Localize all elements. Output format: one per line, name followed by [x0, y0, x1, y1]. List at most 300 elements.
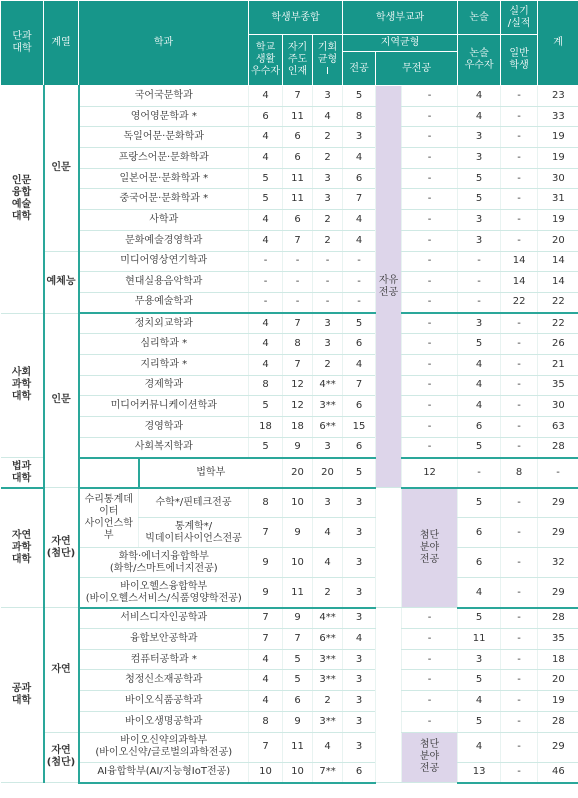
hs-opportunity: 2	[313, 691, 343, 712]
subj-major: 3	[343, 608, 376, 629]
college-science: 자연 과학 대학	[1, 488, 44, 608]
dept-name: 프랑스어문·문화학과	[79, 148, 249, 169]
hs-self-directed: 9	[283, 437, 313, 458]
dept-name: 바이오생명공학과	[79, 711, 249, 732]
hs-opportunity: 7**	[313, 762, 343, 783]
hs-self-directed: 18	[283, 417, 313, 438]
table-row	[1, 272, 578, 293]
hs-opportunity: 4	[313, 106, 343, 127]
hs-self-directed: 11	[283, 168, 313, 189]
hs-self-directed: 9	[283, 711, 313, 732]
table-row	[1, 230, 578, 251]
hs-opportunity: 4**	[313, 608, 343, 629]
subj-undecided: -	[402, 417, 458, 438]
essay: 3	[458, 649, 501, 670]
total: 22	[538, 313, 578, 334]
total: 20	[538, 230, 578, 251]
dept-name: 융합보안공학과	[79, 629, 249, 650]
practical: -	[501, 396, 538, 417]
total: 18	[538, 649, 578, 670]
essay: 3	[458, 230, 501, 251]
table-row	[1, 127, 578, 148]
field-arts: 예체능	[44, 251, 79, 313]
total: 20	[538, 670, 578, 691]
subj-major: 3	[343, 127, 376, 148]
subj-undecided: -	[402, 608, 458, 629]
college-social: 사회 과학 대학	[1, 313, 44, 458]
hs-school-life: 4	[249, 230, 283, 251]
practical: -	[501, 86, 538, 107]
subj-undecided: -	[402, 691, 458, 712]
total: 29	[538, 578, 578, 608]
hs-self-directed: 5	[283, 670, 313, 691]
subj-major: 6	[343, 334, 376, 355]
table-row	[1, 168, 578, 189]
subj-undecided: -	[402, 670, 458, 691]
subj-major: 4	[343, 230, 376, 251]
hs-self-directed: 11	[283, 578, 313, 608]
subj-undecided: -	[402, 106, 458, 127]
hs-self-directed: -	[283, 272, 313, 293]
hs-school-life: -	[249, 251, 283, 272]
subj-major: 7	[343, 189, 376, 210]
essay: 4	[458, 375, 501, 396]
hs-school-life: 7	[249, 629, 283, 650]
table-row	[1, 86, 578, 107]
hs-opportunity: 3**	[313, 711, 343, 732]
hs-school-life: 18	[249, 417, 283, 438]
dept-name: 경제학과	[79, 375, 249, 396]
subj-major: 3	[343, 578, 376, 608]
essay: -	[458, 272, 501, 293]
header-subj-free: 무전공	[376, 52, 458, 86]
hs-self-directed: 10	[283, 488, 313, 518]
hs-self-directed: 10	[283, 762, 313, 783]
hs-school-life: 4	[249, 127, 283, 148]
header-prac-col: 일반 학생	[501, 35, 538, 86]
dept-name: 사회복지학과	[79, 437, 249, 458]
total: 46	[538, 762, 578, 783]
practical: -	[501, 649, 538, 670]
table-row	[1, 210, 578, 231]
essay: 3	[458, 148, 501, 169]
total: 19	[538, 210, 578, 231]
essay: 4	[458, 732, 501, 762]
dept-name: AI융합학부(AI/지능형IoT전공)	[79, 762, 249, 783]
hs-school-life: 4	[249, 354, 283, 375]
field-soc: 인문	[44, 313, 79, 488]
table-row	[1, 396, 578, 417]
dept-name: 경영학과	[79, 417, 249, 438]
essay: -	[458, 251, 501, 272]
subj-undecided: -	[402, 396, 458, 417]
subj-major: 3	[343, 670, 376, 691]
subj-undecided: -	[402, 189, 458, 210]
dept-name: 정치외교학과	[79, 313, 249, 334]
subj-major: 15	[343, 417, 376, 438]
subj-undecided: -	[402, 354, 458, 375]
table-row	[1, 458, 578, 488]
total: 29	[538, 732, 578, 762]
hs-opportunity: 3	[313, 334, 343, 355]
table-row	[1, 292, 578, 313]
essay: 4	[458, 691, 501, 712]
hs-self-directed: 7	[283, 354, 313, 375]
practical: -	[501, 608, 538, 629]
subj-major: 7	[343, 375, 376, 396]
hs-school-life: 4	[249, 670, 283, 691]
practical: -	[501, 375, 538, 396]
table-row	[1, 106, 578, 127]
college-humanities: 인문 융합 예술 대학	[1, 86, 44, 314]
subj-major: 4	[343, 210, 376, 231]
hs-self-directed: 7	[283, 313, 313, 334]
subj-major: 3	[343, 649, 376, 670]
practical: -	[501, 313, 538, 334]
practical: -	[538, 458, 578, 488]
essay: 4	[458, 396, 501, 417]
subj-major: 3	[343, 518, 376, 548]
hs-self-directed: 9	[283, 608, 313, 629]
practical: -	[501, 437, 538, 458]
merged-free-empty-eng	[376, 608, 402, 783]
hs-opportunity: 3	[313, 437, 343, 458]
hs-self-directed: 10	[283, 548, 313, 578]
table-row	[1, 189, 578, 210]
table-row	[1, 732, 578, 762]
header-subj-major: 전공	[343, 52, 376, 86]
table-row	[1, 375, 578, 396]
subj-major: 3	[343, 711, 376, 732]
dept-name: 문화예술경영학과	[79, 230, 249, 251]
hs-self-directed: 5	[283, 649, 313, 670]
dept-name: 청정신소재공학과	[79, 670, 249, 691]
essay: -	[458, 292, 501, 313]
subj-major: 3	[343, 548, 376, 578]
header-region: 지역균형	[343, 35, 458, 52]
hs-opportunity: -	[313, 272, 343, 293]
essay: 5	[458, 334, 501, 355]
field-eng2: 자연 (첨단)	[44, 732, 79, 783]
total: 14	[538, 272, 578, 293]
dept-name: 수학*/핀테크전공	[139, 488, 249, 518]
hs-opportunity: 2	[313, 127, 343, 148]
subgroup-stats: 수리통계데이터 사이언스학부	[79, 488, 139, 548]
hs-school-life: 5	[249, 437, 283, 458]
practical: -	[501, 691, 538, 712]
hs-school-life: 20	[283, 458, 313, 488]
subj-major: 4	[343, 629, 376, 650]
header-total: 계	[538, 1, 578, 86]
hs-opportunity: -	[313, 251, 343, 272]
hs-school-life: 8	[249, 375, 283, 396]
header-college: 단과 대학	[1, 1, 44, 86]
total: 14	[538, 251, 578, 272]
dept-name: 사학과	[79, 210, 249, 231]
practical: -	[501, 629, 538, 650]
table-row	[1, 354, 578, 375]
hs-self-directed: 7	[283, 230, 313, 251]
practical: -	[501, 127, 538, 148]
table-row	[1, 578, 578, 608]
essay: 5	[458, 608, 501, 629]
practical: -	[501, 548, 538, 578]
total: 63	[538, 417, 578, 438]
total: 30	[538, 168, 578, 189]
practical: 14	[501, 272, 538, 293]
subj-undecided: -	[402, 148, 458, 169]
total: 30	[538, 396, 578, 417]
subj-major: 8	[343, 106, 376, 127]
subj-undecided: -	[402, 86, 458, 107]
dept-name: 통계학*/ 빅데이터사이언스전공	[139, 518, 249, 548]
header-hs-col-2: 자기 주도 인재	[283, 35, 313, 86]
hs-self-directed: 12	[283, 396, 313, 417]
subj-major: 3	[343, 732, 376, 762]
hs-self-directed: 6	[283, 148, 313, 169]
essay: 4	[458, 86, 501, 107]
total: 28	[538, 608, 578, 629]
essay: 11	[458, 629, 501, 650]
practical: -	[501, 488, 538, 518]
subj-undecided: -	[402, 230, 458, 251]
practical: -	[501, 230, 538, 251]
header-essay-group: 논술	[458, 1, 501, 35]
dept-name: 법학부	[139, 458, 283, 488]
practical: -	[501, 578, 538, 608]
essay: 5	[458, 488, 501, 518]
dept-name: 중국어문·문화학과 *	[79, 189, 249, 210]
practical: 14	[501, 251, 538, 272]
hs-self-directed: 7	[283, 629, 313, 650]
hs-school-life: 4	[249, 313, 283, 334]
hs-school-life: 8	[249, 711, 283, 732]
subj-major: -	[343, 292, 376, 313]
practical: -	[501, 518, 538, 548]
dept-name: 컴퓨터공학과 *	[79, 649, 249, 670]
hs-opportunity: 6**	[313, 629, 343, 650]
hs-opportunity: 2	[313, 230, 343, 251]
practical: -	[501, 670, 538, 691]
hs-opportunity: 3	[313, 488, 343, 518]
hs-opportunity: 3**	[313, 649, 343, 670]
hs-opportunity: 4**	[313, 375, 343, 396]
essay: 13	[458, 762, 501, 783]
field-hum1: 인문	[44, 86, 79, 252]
dept-name: 미디어영상연기학과	[79, 251, 249, 272]
total: 21	[538, 354, 578, 375]
total: 26	[538, 334, 578, 355]
total: 19	[538, 691, 578, 712]
hs-opportunity: 4	[313, 518, 343, 548]
subj-undecided: -	[402, 437, 458, 458]
essay: 4	[458, 578, 501, 608]
hs-opportunity: 4	[313, 732, 343, 762]
table-row	[1, 608, 578, 629]
total: 23	[538, 86, 578, 107]
hs-school-life: -	[249, 272, 283, 293]
table-row	[1, 313, 578, 334]
dept-name: 무용예술학과	[79, 292, 249, 313]
hs-school-life: 9	[249, 548, 283, 578]
subj-undecided: -	[402, 251, 458, 272]
subj-major: 6	[343, 168, 376, 189]
hs-opportunity: 5	[343, 458, 376, 488]
practical: -	[501, 189, 538, 210]
hs-school-life: 7	[249, 732, 283, 762]
hs-opportunity: 6**	[313, 417, 343, 438]
subj-undecided: -	[402, 127, 458, 148]
subgroup-chem: 화학·에너지융합학부 (화학/스마트에너지전공)	[79, 548, 249, 578]
essay: 5	[458, 670, 501, 691]
essay: 4	[458, 354, 501, 375]
total: 19	[538, 148, 578, 169]
hs-opportunity: 2	[313, 210, 343, 231]
hs-school-life: 4	[249, 649, 283, 670]
hs-opportunity: 3	[313, 189, 343, 210]
total: 32	[538, 548, 578, 578]
hs-self-directed: 12	[283, 375, 313, 396]
table-row	[1, 417, 578, 438]
table-row	[1, 148, 578, 169]
hs-opportunity: 2	[313, 148, 343, 169]
practical: -	[501, 148, 538, 169]
college-law: 법과 대학	[1, 458, 44, 488]
subj-undecided: -	[402, 168, 458, 189]
table-row	[1, 437, 578, 458]
essay: 5	[458, 711, 501, 732]
total: 33	[538, 106, 578, 127]
header-hs-group: 학생부종합	[249, 1, 343, 35]
header-hs-col-1: 학교 생활 우수자	[249, 35, 283, 86]
practical: -	[501, 354, 538, 375]
essay: 6	[458, 548, 501, 578]
hs-self-directed: 11	[283, 732, 313, 762]
field-law-empty	[79, 458, 139, 488]
essay: 6	[458, 518, 501, 548]
hs-school-life: 7	[249, 518, 283, 548]
subj-major: 12	[402, 458, 458, 488]
essay: 3	[458, 313, 501, 334]
hs-school-life: 5	[249, 168, 283, 189]
merged-free-major: 자유 전공	[376, 86, 402, 488]
hs-self-directed: 8	[283, 334, 313, 355]
practical: 22	[501, 292, 538, 313]
subj-undecided: -	[402, 292, 458, 313]
subj-major: 4	[343, 354, 376, 375]
hs-school-life: 5	[249, 396, 283, 417]
total: 29	[538, 488, 578, 518]
hs-opportunity: 3	[313, 168, 343, 189]
subj-major: 3	[343, 691, 376, 712]
total: 28	[538, 711, 578, 732]
subj-major: 5	[343, 86, 376, 107]
subj-undecided: -	[458, 458, 501, 488]
hs-self-directed: 6	[283, 210, 313, 231]
total: 28	[538, 437, 578, 458]
practical: -	[501, 106, 538, 127]
field-eng1: 자연	[44, 608, 79, 732]
dept-name: 서비스디자인공학과	[79, 608, 249, 629]
hs-opportunity: 2	[313, 578, 343, 608]
field-sci: 자연 (첨단)	[44, 488, 79, 608]
dept-name: 현대실용음악학과	[79, 272, 249, 293]
hs-opportunity: 3	[313, 313, 343, 334]
total: 29	[538, 518, 578, 548]
table-row	[1, 251, 578, 272]
dept-name: 지리학과 *	[79, 354, 249, 375]
subj-major: 4	[343, 148, 376, 169]
practical: -	[501, 417, 538, 438]
practical: -	[501, 210, 538, 231]
dept-name: 독일어문·문화학과	[79, 127, 249, 148]
table-row	[1, 488, 578, 518]
subj-major: 5	[343, 313, 376, 334]
header-field: 계열	[44, 1, 79, 86]
hs-self-directed: 6	[283, 691, 313, 712]
table-row	[1, 649, 578, 670]
essay: 3	[458, 210, 501, 231]
subj-major: 6	[343, 762, 376, 783]
hs-self-directed: 9	[283, 518, 313, 548]
total: 19	[538, 127, 578, 148]
subj-undecided: -	[402, 629, 458, 650]
hs-opportunity: 3	[313, 86, 343, 107]
essay: 5	[458, 168, 501, 189]
table-row	[1, 670, 578, 691]
hs-opportunity: 4	[313, 548, 343, 578]
subj-undecided: -	[402, 272, 458, 293]
header-essay-col: 논술 우수자	[458, 35, 501, 86]
merged-advanced-a: 첨단 분야 전공	[402, 488, 458, 608]
dept-name: 국어국문학과	[79, 86, 249, 107]
practical: -	[501, 732, 538, 762]
hs-self-directed: 11	[283, 189, 313, 210]
subgroup-bio: 바이오헬스융합학부 (바이오헬스서비스/식품영양학전공)	[79, 578, 249, 608]
hs-school-life: 4	[249, 691, 283, 712]
hs-school-life: 9	[249, 578, 283, 608]
hs-school-life: 4	[249, 148, 283, 169]
header-subj-group: 학생부교과	[343, 1, 458, 35]
hs-self-directed: 6	[283, 127, 313, 148]
hs-school-life: 5	[249, 189, 283, 210]
essay: 5	[458, 189, 501, 210]
subj-undecided: -	[402, 711, 458, 732]
total: 35	[538, 629, 578, 650]
dept-name: 심리학과 *	[79, 334, 249, 355]
header-dept: 학과	[79, 1, 249, 86]
total: 35	[538, 375, 578, 396]
header-prac-group: 실기 /실적	[501, 1, 538, 35]
hs-school-life: 4	[249, 210, 283, 231]
essay: 3	[458, 127, 501, 148]
practical: -	[501, 762, 538, 783]
hs-opportunity: 3**	[313, 670, 343, 691]
table-row	[1, 629, 578, 650]
hs-opportunity: -	[313, 292, 343, 313]
college-engineering: 공과 대학	[1, 608, 44, 783]
table-row	[1, 691, 578, 712]
practical: -	[501, 334, 538, 355]
essay: 8	[501, 458, 538, 488]
subj-major: -	[343, 272, 376, 293]
dept-name: 영어영문학과 *	[79, 106, 249, 127]
hs-self-directed: 7	[283, 86, 313, 107]
essay: 6	[458, 417, 501, 438]
total: 22	[538, 292, 578, 313]
subj-undecided: -	[402, 375, 458, 396]
hs-school-life: 4	[249, 334, 283, 355]
